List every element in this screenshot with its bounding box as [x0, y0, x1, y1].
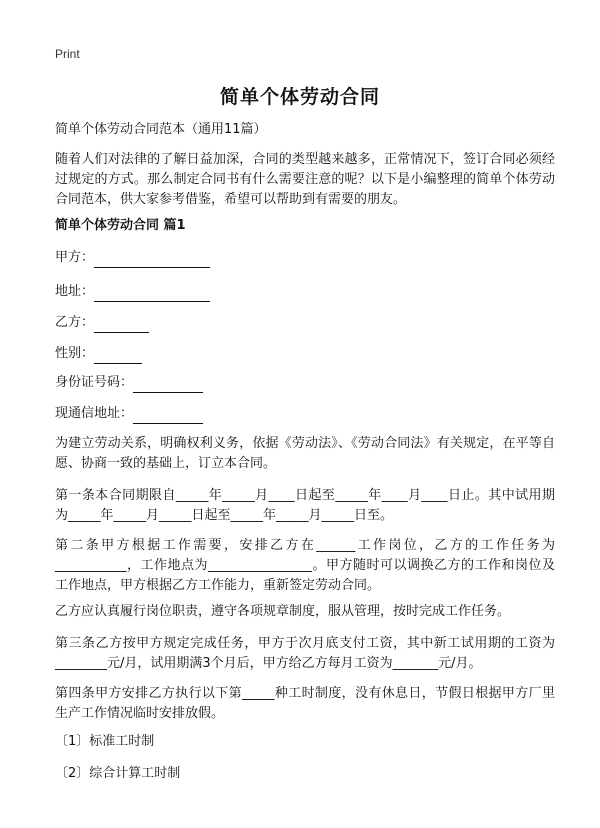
- id-number-field: [55, 373, 203, 393]
- print-link[interactable]: Print: [55, 47, 80, 61]
- party-b-blank: [94, 318, 149, 333]
- party-b-field: [55, 313, 149, 333]
- contact-address-field: [55, 404, 203, 424]
- contact-address-blank: [133, 409, 203, 424]
- contact-address-label: 现通信地址：: [55, 406, 134, 421]
- address-field: [55, 282, 210, 302]
- party-a-label: 甲方：: [55, 250, 95, 265]
- document-subtitle: 简单个体劳动合同范本（通用11篇）: [55, 122, 267, 137]
- address-label: 地址：: [55, 284, 95, 299]
- article-3: 第三条乙方按甲方规定完成任务，甲方于次月底支付工资，其中新工试用期的工资为________元/月，试用期满3个月后，甲方给乙方每月工资为_______元/月。: [55, 636, 555, 671]
- hours-option-1: 〔1〕标准工时制: [55, 734, 155, 749]
- id-number-blank: [133, 378, 203, 393]
- article-4: 第四条甲方安排乙方执行以下第_____种工时制度，没有休息日，节假日根据甲方厂里生产工作情况临时安排放假。: [55, 686, 555, 721]
- section-heading: 简单个体劳动合同 篇1: [55, 218, 186, 233]
- duty-paragraph: 乙方应认真履行岗位职责，遵守各项规章制度，服从管理，按时完成工作任务。: [55, 604, 511, 619]
- id-number-label: 身份证号码：: [55, 375, 134, 390]
- gender-blank: [94, 349, 142, 364]
- address-blank: [94, 287, 210, 302]
- gender-field: [55, 344, 142, 364]
- preamble-paragraph: 为建立劳动关系，明确权利义务，依据《劳动法》、《劳动合同法》有关规定，在平等自愿、协商一致的基础上，订立本合同。: [55, 436, 555, 471]
- document-title: 简单个体劳动合同: [219, 86, 380, 108]
- article-1: 第一条本合同期限自_____年_____月____日起至_____年____月____日止。其中试用期为_____年_____月_____日起至_____年_____月_____日至。: [55, 488, 555, 523]
- article-2: 第二条甲方根据工作需要，安排乙方在______工作岗位，乙方的工作任务为___________，工作地点为________________。甲方随时可以调换乙方的工作和岗位及工作地点，甲方根据乙方工作能力，重新签定劳动合同。: [55, 538, 555, 593]
- intro-paragraph: 随着人们对法律的了解日益加深，合同的类型越来越多，正常情况下，签订合同必须经过规定的方式。那么制定合同书有什么需要注意的呢？以下是小编整理的简单个体劳动合同范本，供大家参考借鉴，希望可以帮助到有需要的朋友。: [55, 152, 555, 207]
- hours-option-2: 〔2〕综合计算工时制: [55, 766, 181, 781]
- party-a-blank: [94, 253, 210, 268]
- party-b-label: 乙方：: [55, 315, 95, 330]
- party-a-field: [55, 248, 210, 268]
- gender-label: 性别：: [55, 346, 95, 361]
